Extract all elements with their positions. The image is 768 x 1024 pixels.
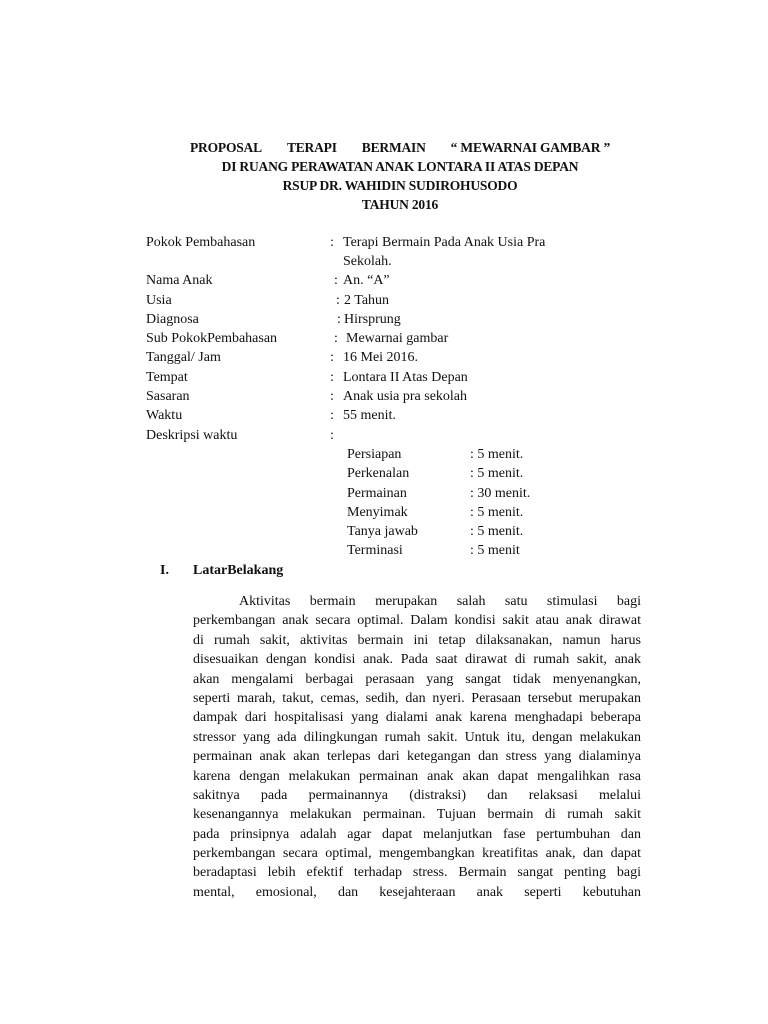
title-word: “ MEWARNAI GAMBAR ” [450,140,610,155]
title-word: PROPOSAL [190,140,262,155]
title-word: TERAPI [286,140,337,155]
schedule-item: Persiapan [347,447,402,462]
info-label: Pokok Pembahasan [146,235,256,250]
paragraph-line: Aktivitas bermain merupakan salah satu stimulasi bagi [239,594,641,609]
title-line-3: RSUP DR. WAHIDIN SUDIROHUSODO [282,178,518,193]
schedule-item: Terminasi [347,543,403,558]
info-value: Mewarnai gambar [346,331,449,346]
schedule-duration: : 5 menit. [470,466,524,481]
paragraph-line: kesenangannya melakukan permainan. Tujuan bermain di rumah sakit [193,807,641,823]
info-label: Tanggal/ Jam [146,350,221,365]
info-separator: : [337,312,341,327]
info-separator: : [334,273,338,288]
info-label: Tempat [146,370,188,385]
info-separator: : [336,293,340,308]
info-label: Diagnosa [146,312,199,327]
paragraph-line: dampak dari hospitalisasi yang dialami anak karena menghadapi beberapa [193,710,641,726]
title-line-1 [190,140,610,156]
info-value: 55 menit. [343,408,396,423]
paragraph-line: permainan anak akan terlepas dari ketegangan dan stress yang dialaminya [193,749,641,765]
info-separator: : [330,235,334,250]
schedule-duration: : 30 menit. [470,486,531,501]
paragraph-line: stressor yang ada dilingkungan rumah sakit. Untuk itu, dengan melakukan [193,729,641,745]
schedule-duration: : 5 menit. [470,447,524,462]
schedule-item: Permainan [347,486,407,501]
paragraph-line: beradaptasi lebih efektif terhadap stress. Bermain sangat penting bagi [193,865,641,881]
paragraph-line: di rumah sakit, aktivitas bermain ini tetap dilaksanakan, namun harus [193,632,641,648]
schedule-duration: : 5 menit [470,543,520,558]
schedule-item: Menyimak [347,505,408,520]
paragraph-line: akan mengalami berbagai perasaan yang sangat tidak menyenangkan, [193,671,641,687]
info-separator: : [330,428,334,443]
section-number: I. [160,563,169,578]
schedule-duration: : 5 menit. [470,524,524,539]
info-label: Deskripsi waktu [146,428,238,443]
info-label: Usia [146,293,172,308]
info-separator: : [334,331,338,346]
info-separator: : [330,408,334,423]
info-value: 2 Tahun [344,293,390,308]
schedule-item: Tanya jawab [347,524,418,539]
paragraph-line: karena dengan melakukan permainan anak akan dapat mengalihkan rasa [193,768,641,784]
info-label: Sasaran [146,389,190,404]
info-value: 16 Mei 2016. [343,350,419,365]
section-heading: LatarBelakang [193,563,284,578]
section-paragraph [193,592,641,902]
paragraph-line: disesuaikan dengan kondisi anak. Pada saat dirawat di rumah sakit, anak [193,652,641,668]
title-line-4: TAHUN 2016 [361,197,439,212]
info-separator: : [330,370,334,385]
info-value: An. “A” [343,273,390,288]
info-separator: : [330,350,334,365]
title-word: BERMAIN [361,140,426,155]
schedule-item: Perkenalan [347,466,410,481]
info-value: Sekolah. [343,254,392,269]
schedule-duration: : 5 menit. [470,505,524,520]
info-value: Hirsprung [344,312,401,327]
info-label: Waktu [146,408,183,423]
paragraph-line: mental, emosional, dan kesejahteraan anak seperti kebutuhan [193,884,641,900]
info-label: Nama Anak [146,273,213,288]
info-separator: : [330,389,334,404]
info-value: Lontara II Atas Depan [343,370,468,385]
info-label: Sub PokokPembahasan [146,331,278,346]
paragraph-line: seperti marah, takut, cemas, sedih, dan nyeri. Perasaan tersebut merupakan [193,690,641,706]
info-value: Terapi Bermain Pada Anak Usia Pra [343,235,546,250]
paragraph-line: perkembangan anak secara optimal. Dalam kondisi sakit atau anak dirawat [193,613,641,629]
paragraph-line: perkembangan secara optimal, mengembangkan kreatifitas anak, dan dapat [193,846,641,862]
paragraph-line: pada prinsipnya adalah agar dapat melanjutkan fase pertumbuhan dan [193,826,641,842]
paragraph-line: sakitnya pada permainannya (distraksi) dan relaksasi melalui [193,787,641,803]
info-value: Anak usia pra sekolah [343,389,468,404]
title-line-2: DI RUANG PERAWATAN ANAK LONTARA II ATAS DEPAN [221,159,579,174]
